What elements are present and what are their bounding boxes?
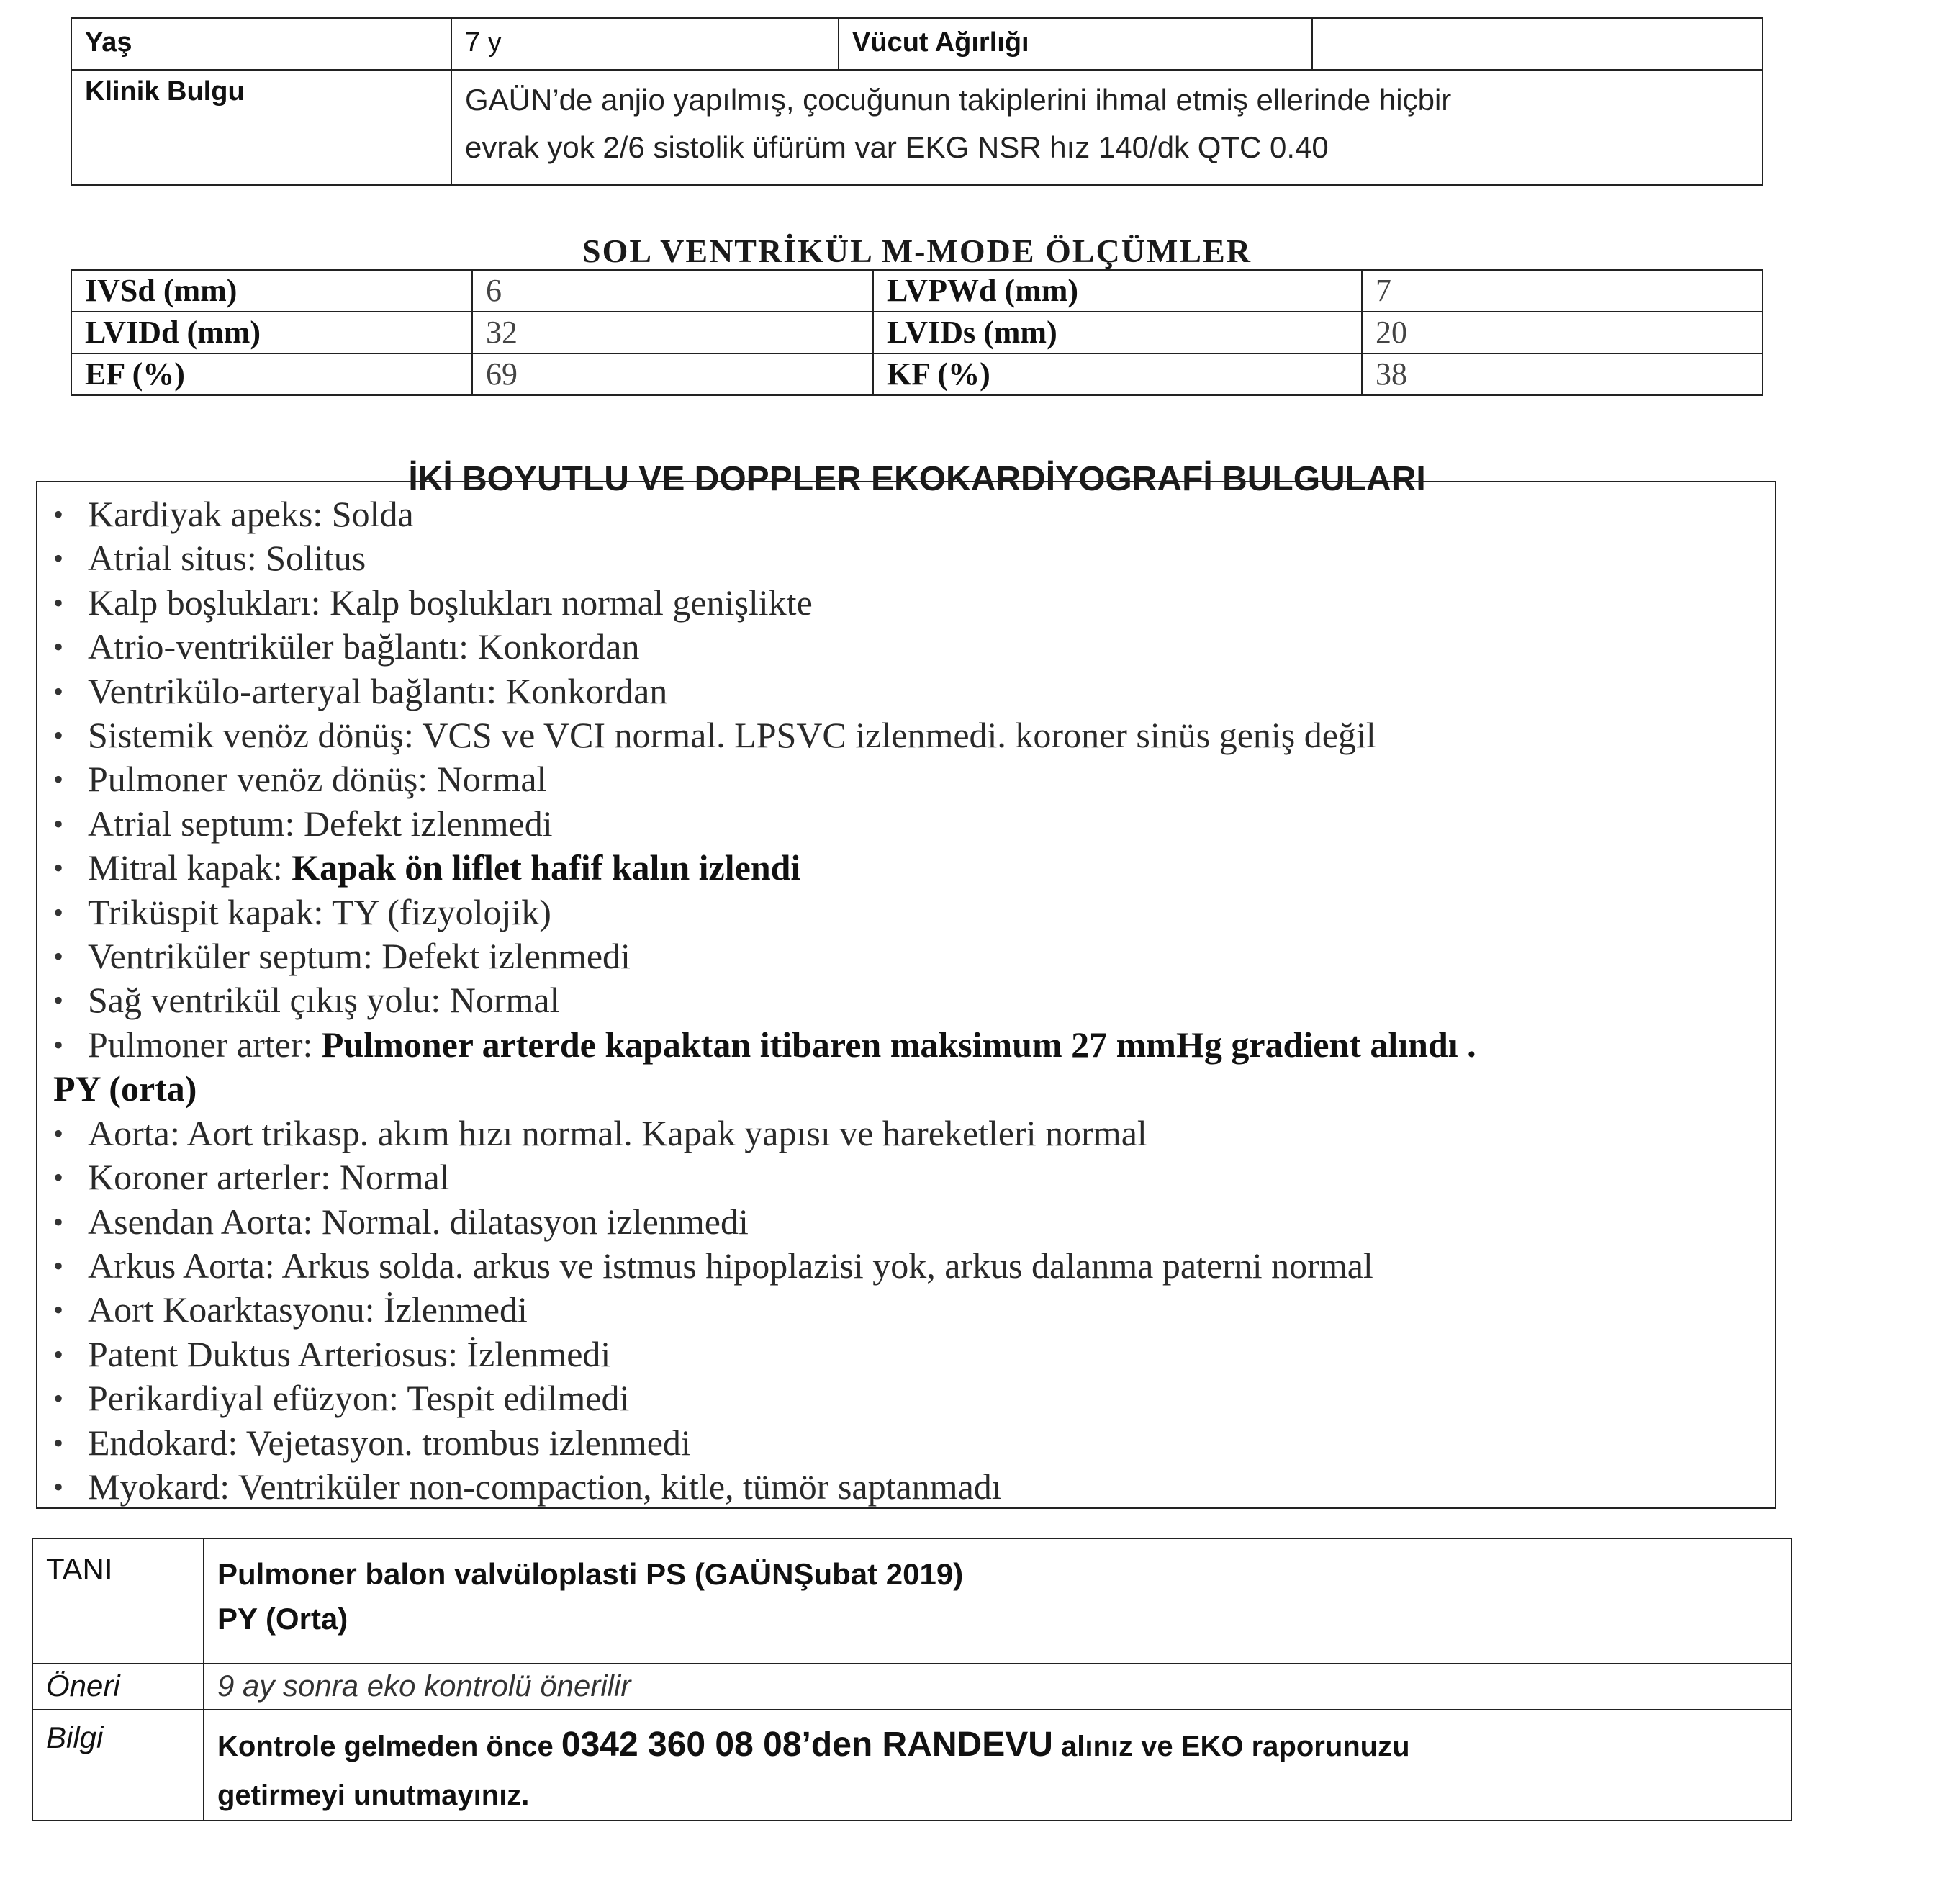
finding-value: Solda [331, 494, 414, 534]
finding-item [88, 581, 1775, 625]
finding-item [88, 1332, 1775, 1376]
finding-label: Mitral kapak: [88, 847, 283, 888]
finding-value: Vejetasyon. trombus izlenmedi [245, 1422, 691, 1463]
findings-box [36, 481, 1776, 1509]
finding-value: Normal. dilatasyon izlenmedi [321, 1201, 749, 1242]
patient-info-table [71, 17, 1763, 186]
bilgi-label: Bilgi [32, 1710, 204, 1821]
finding-label: Triküspit kapak: [88, 891, 324, 932]
bilgi-text: alınız [1061, 1731, 1134, 1762]
finding-value: İzlenmedi [384, 1289, 528, 1330]
tani-value [204, 1538, 1792, 1664]
finding-item [88, 978, 1775, 1022]
finding-label: Pulmoner venöz dönüş: [88, 759, 428, 800]
lvidd-value: 32 [472, 312, 873, 353]
finding-label: Kardiyak apeks: [88, 494, 323, 534]
ef-label: EF (%) [71, 353, 472, 395]
finding-item [88, 713, 1775, 757]
finding-label: Endokard: [88, 1422, 238, 1463]
age-value: 7 y [451, 18, 839, 70]
finding-item [88, 1155, 1775, 1199]
lvids-label: LVIDs (mm) [873, 312, 1362, 353]
finding-value: Kapak ön liflet hafif kalın izlendi [292, 847, 801, 888]
finding-label: Aort Koarktasyonu: [88, 1289, 375, 1330]
echo-title: İKİ BOYUTLU VE DOPPLER EKOKARDİYOGRAFİ BULGULARI [408, 460, 1426, 498]
finding-label: Perikardiyal efüzyon: [88, 1378, 399, 1419]
clinic-line-2: evrak yok 2/6 sistolik üfürüm var EKG NSR hız 140/dk QTC 0.40 [465, 130, 1329, 164]
finding-value: Ventriküler non-compaction, kitle, tümör saptanmadı [238, 1466, 1002, 1507]
finding-value: Normal [339, 1157, 450, 1198]
finding-value: Normal [436, 759, 547, 800]
finding-label: Myokard: [88, 1466, 230, 1507]
finding-item [88, 1111, 1775, 1155]
lvidd-label: LVIDd (mm) [71, 312, 472, 353]
finding-item [88, 1244, 1775, 1288]
finding-label: Atrial septum: [88, 803, 295, 844]
kf-label: KF (%) [873, 353, 1362, 395]
clinic-line-1: GAÜN’de anjio yapılmış, çocuğunun takiplerini ihmal etmiş ellerinde hiçbir [465, 83, 1452, 117]
finding-label: Aorta: [88, 1112, 180, 1153]
finding-value: Konkordan [505, 670, 668, 711]
finding-label: Ventriküler septum: [88, 936, 373, 977]
finding-item [53, 1067, 1775, 1111]
bilgi-text: Kontrole gelmeden önce [217, 1731, 554, 1762]
finding-item [88, 536, 1775, 580]
finding-value: Normal [449, 980, 560, 1021]
finding-label: Atrial situs: [88, 538, 257, 579]
finding-item [88, 669, 1775, 713]
finding-value: Kalp boşlukları normal genişlikte [330, 582, 813, 623]
age-label: Yaş [71, 18, 451, 70]
tani-line-1: Pulmoner balon valvüloplasti PS (GAÜNŞubat 2019) [217, 1557, 964, 1591]
mmode-row [71, 353, 1763, 395]
finding-value: TY (fizyolojik) [331, 891, 551, 932]
finding-item [88, 1200, 1775, 1244]
lvids-value: 20 [1362, 312, 1763, 353]
finding-item [88, 1421, 1775, 1465]
finding-value: Konkordan [477, 626, 640, 667]
finding-item [88, 1376, 1775, 1420]
finding-item [88, 934, 1775, 978]
finding-value: Pulmoner arterde kapaktan itibaren maksimum 27 mmHg gradient alındı . [321, 1024, 1476, 1065]
finding-item [88, 757, 1775, 801]
finding-item [88, 625, 1775, 669]
finding-item [88, 1023, 1775, 1067]
appointment-phone: 0342 360 08 08’den RANDEVU [561, 1726, 1053, 1764]
finding-label: Kalp boşlukları: [88, 582, 321, 623]
finding-item [88, 890, 1775, 934]
finding-value: İzlenmedi [466, 1333, 611, 1374]
finding-value: Arkus solda. arkus ve istmus hipoplazisi yok, arkus dalanma paterni normal [281, 1245, 1373, 1286]
finding-value: Solitus [266, 538, 366, 579]
oneri-value: 9 ay sonra eko kontrolü önerilir [204, 1664, 1792, 1710]
finding-value: Tespit edilmedi [407, 1378, 630, 1419]
tani-label: TANI [32, 1538, 204, 1664]
finding-label: Asendan Aorta: [88, 1201, 313, 1242]
clinic-findings [451, 70, 1763, 185]
mmode-title: SOL VENTRİKÜL M-MODE ÖLÇÜMLER [582, 233, 1252, 269]
mmode-row [71, 270, 1763, 312]
clinic-label: Klinik Bulgu [71, 70, 451, 185]
findings-list [37, 482, 1775, 1509]
finding-value: Defekt izlenmedi [381, 936, 631, 977]
kf-value: 38 [1362, 353, 1763, 395]
lvpwd-value: 7 [1362, 270, 1763, 312]
diagnosis-table [32, 1538, 1792, 1821]
mmode-table [71, 269, 1763, 396]
finding-label: Pulmoner arter: [88, 1024, 313, 1065]
weight-label: Vücut Ağırlığı [839, 18, 1312, 70]
ivsd-label: IVSd (mm) [71, 270, 472, 312]
finding-label: Koroner arterler: [88, 1157, 331, 1198]
bilgi-line-2: getirmeyi unutmayınız. [217, 1780, 530, 1811]
finding-value: VCS ve VCI normal. LPSVC izlenmedi. koroner sinüs geniş değil [422, 715, 1376, 756]
bilgi-text: ve EKO raporunuzu [1141, 1731, 1410, 1762]
mmode-row [71, 312, 1763, 353]
oneri-label: Öneri [32, 1664, 204, 1710]
finding-value: Aort trikasp. akım hızı normal. Kapak yapısı ve hareketleri normal [186, 1112, 1147, 1153]
finding-label: Sağ ventrikül çıkış yolu: [88, 980, 441, 1021]
ef-value: 69 [472, 353, 873, 395]
tani-line-2: PY (Orta) [217, 1602, 348, 1636]
finding-item [88, 492, 1775, 536]
finding-label: Sistemik venöz dönüş: [88, 715, 414, 756]
finding-item [88, 846, 1775, 890]
weight-value [1312, 18, 1763, 70]
finding-item [88, 1465, 1775, 1509]
finding-value: Defekt izlenmedi [303, 803, 553, 844]
finding-label: Patent Duktus Arteriosus: [88, 1333, 458, 1374]
lvpwd-label: LVPWd (mm) [873, 270, 1362, 312]
finding-item [88, 1288, 1775, 1332]
finding-label: Arkus Aorta: [88, 1245, 275, 1286]
finding-label: Ventrikülo-arteryal bağlantı: [88, 670, 497, 711]
finding-value: PY (orta) [53, 1068, 197, 1109]
bilgi-line-1 [217, 1721, 1778, 1771]
finding-item [88, 802, 1775, 846]
bilgi-value [204, 1710, 1792, 1821]
ivsd-value: 6 [472, 270, 873, 312]
finding-label: Atrio-ventriküler bağlantı: [88, 626, 469, 667]
